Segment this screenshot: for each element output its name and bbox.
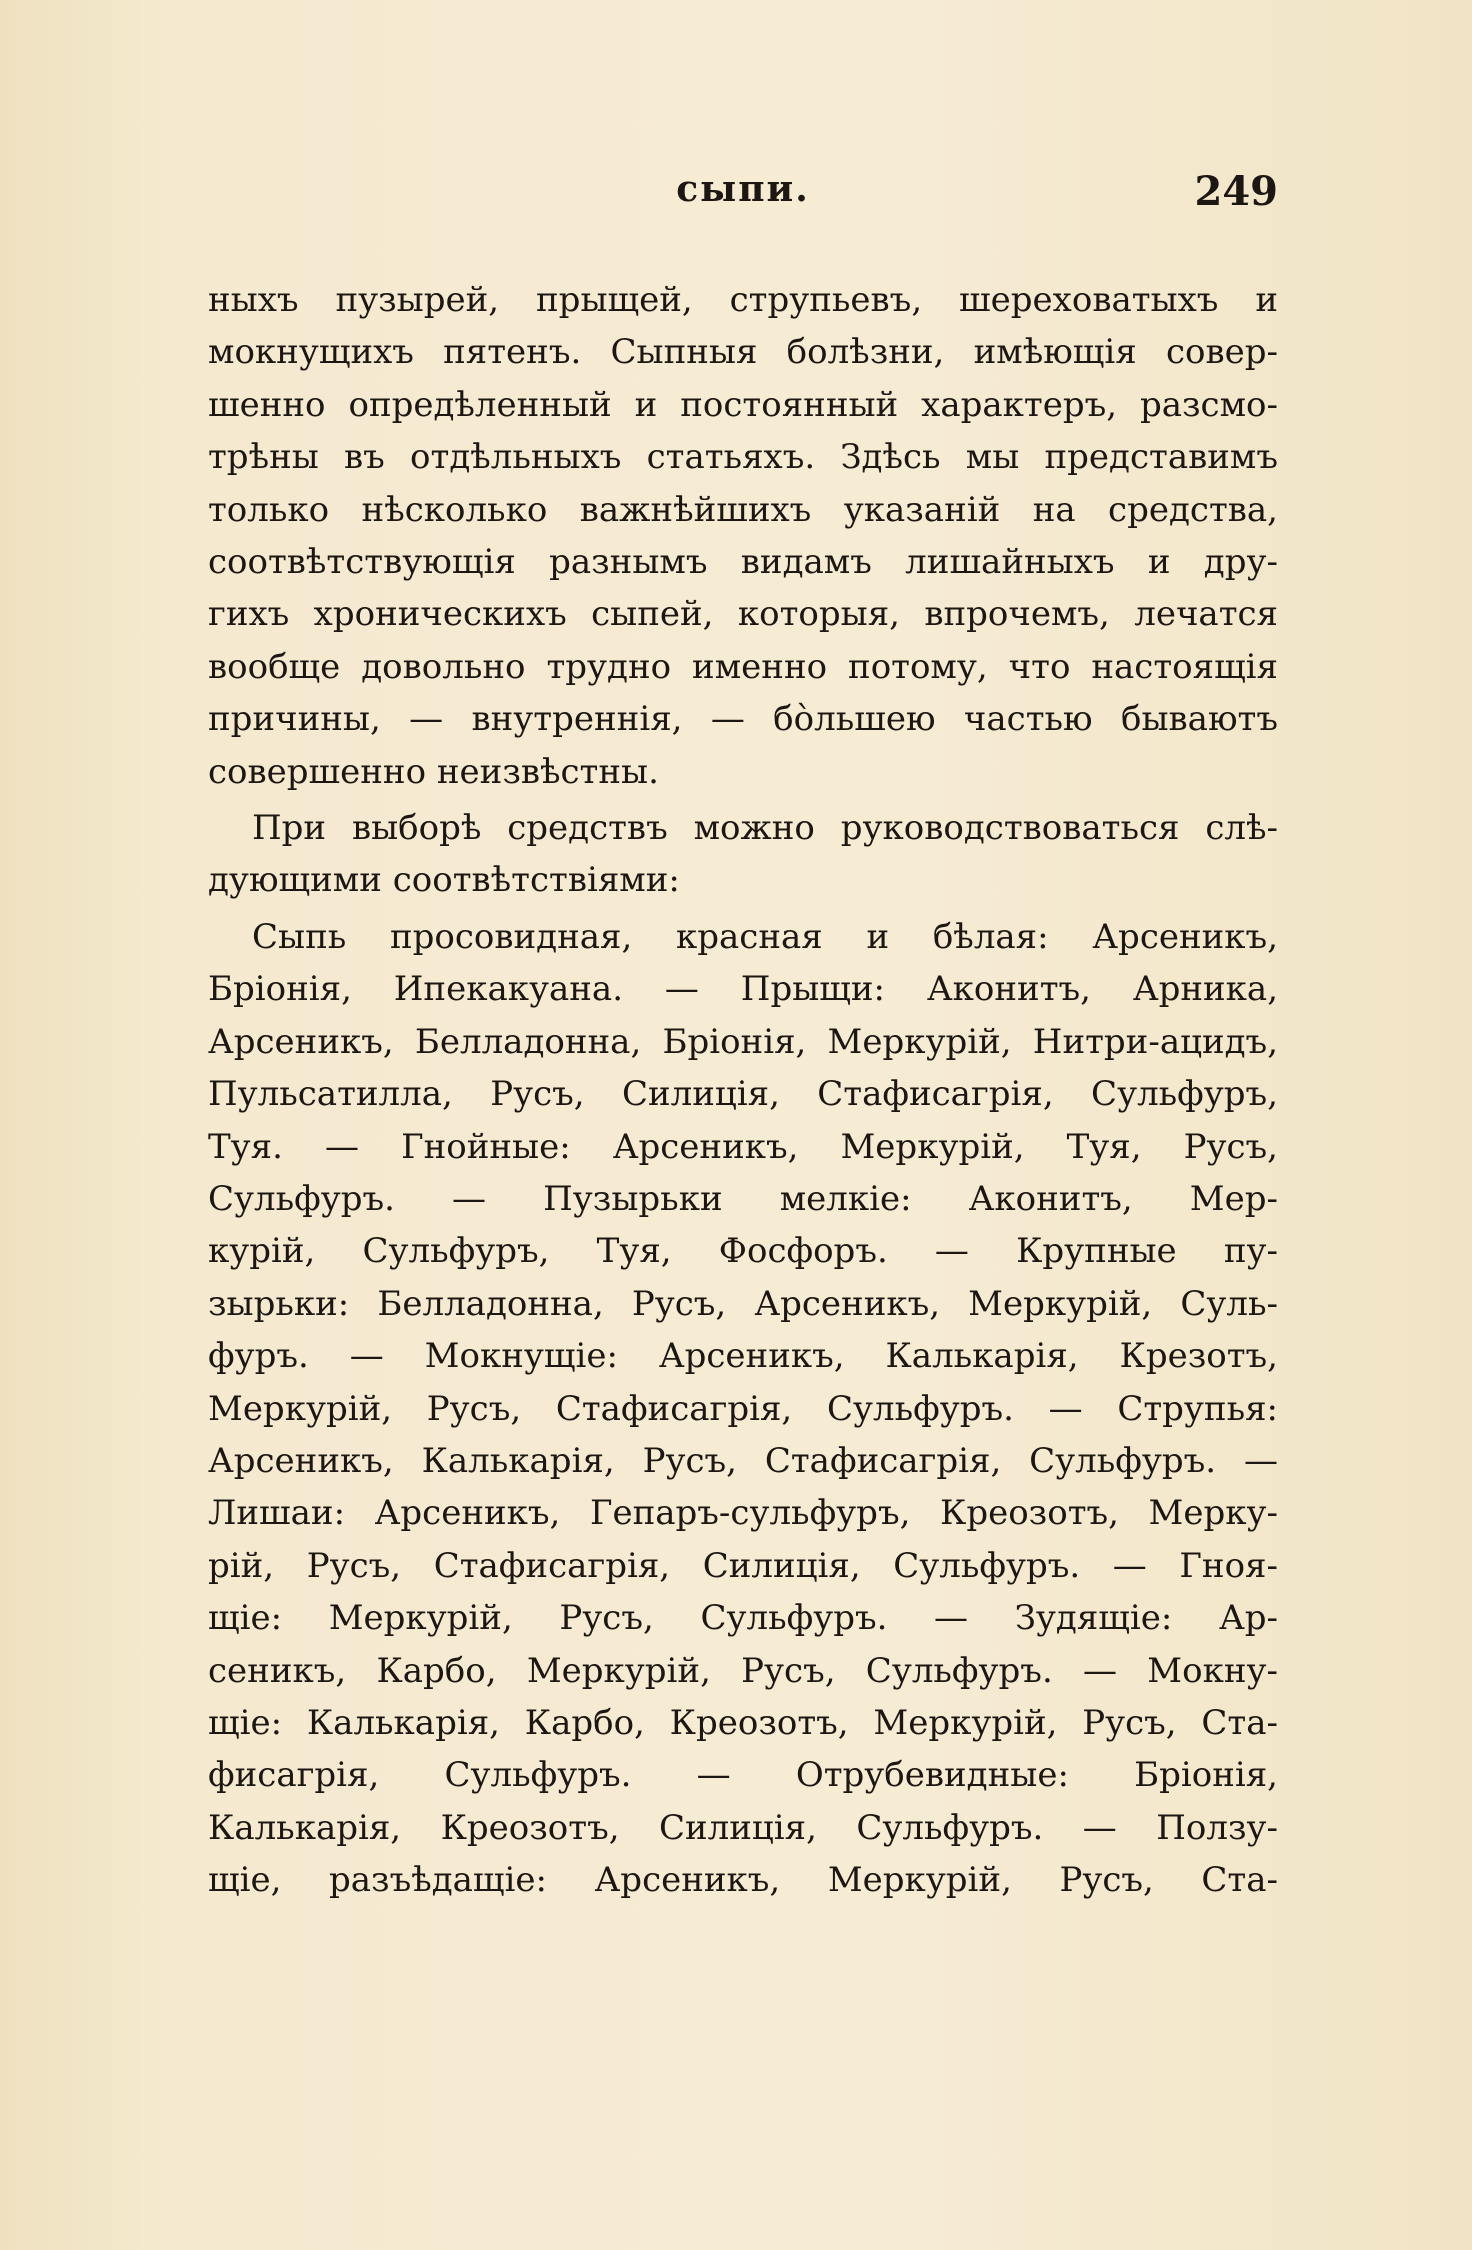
- text-line: соотвѣтствующія разнымъ видамъ лишайныхъ и дру-: [208, 542, 1278, 583]
- page-number: 249: [1194, 168, 1278, 215]
- text-line: щіе: Меркурій, Русъ, Сульфуръ. — Зудящіе: Ар-: [208, 1598, 1278, 1639]
- text-line: зырьки: Белладонна, Русъ, Арсеникъ, Меркурій, Суль-: [208, 1283, 1278, 1324]
- text-line: рій, Русъ, Стафисагрія, Силиція, Сульфуръ. — Гноя-: [208, 1545, 1278, 1586]
- page-header: [208, 168, 1278, 228]
- paragraph-choice: [208, 802, 1278, 907]
- paragraph-intro: [208, 274, 1278, 798]
- page-body: [208, 270, 1278, 1907]
- text-line: щіе: Калькарія, Карбо, Креозотъ, Меркурій, Русъ, Ста-: [208, 1702, 1278, 1743]
- text-line: щіе, разъѣдащіе: Арсеникъ, Меркурій, Русъ, Ста-: [208, 1860, 1278, 1901]
- text-line: трѣны въ отдѣльныхъ статьяхъ. Здѣсь мы представимъ: [208, 437, 1278, 478]
- text-line: шенно опредѣленный и постоянный характеръ, разсмо-: [208, 384, 1278, 425]
- text-line: Меркурій, Русъ, Стафисагрія, Сульфуръ. — Струпья:: [208, 1388, 1278, 1429]
- text-line: Лишаи: Арсеникъ, Гепаръ-сульфуръ, Креозотъ, Мерку-: [208, 1493, 1278, 1534]
- text-line: только нѣсколько важнѣйшихъ указаній на средства,: [208, 489, 1278, 530]
- text-line: Бріонія, Ипекакуана. — Прыщи: Аконитъ, Арника,: [208, 969, 1278, 1010]
- text-line: Туя. — Гнойные: Арсеникъ, Меркурій, Туя, Русъ,: [208, 1126, 1278, 1167]
- text-line: совершенно неизвѣстны.: [208, 751, 659, 792]
- text-line: мокнущихъ пятенъ. Сыпныя болѣзни, имѣющія совер-: [208, 332, 1278, 373]
- text-line: При выборѣ средствъ можно руководствоваться слѣ-: [252, 808, 1278, 849]
- text-line: Арсеникъ, Калькарія, Русъ, Стафисагрія, Сульфуръ. —: [208, 1440, 1278, 1481]
- text-line: гихъ хроническихъ сыпей, которыя, впрочемъ, лечатся: [208, 594, 1278, 635]
- paragraph-remedies: [208, 911, 1278, 1907]
- text-line: фисагрія, Сульфуръ. — Отрубевидные: Бріонія,: [208, 1755, 1278, 1796]
- running-head: сыпи.: [676, 168, 810, 210]
- text-line: Сыпь просовидная, красная и бѣлая: Арсеникъ,: [252, 916, 1278, 957]
- text-line: Пульсатилла, Русъ, Силиція, Стафисагрія, Сульфуръ,: [208, 1074, 1278, 1115]
- text-line: сеникъ, Карбо, Меркурій, Русъ, Сульфуръ. — Мокну-: [208, 1650, 1278, 1691]
- text-line: причины, — внутреннія, — бо̀льшею частью бываютъ: [208, 699, 1278, 740]
- text-line: вообще довольно трудно именно потому, что настоящія: [208, 646, 1278, 687]
- text-line: Арсеникъ, Белладонна, Бріонія, Меркурій, Нитри-ацидъ,: [208, 1021, 1278, 1062]
- text-line: курій, Сульфуръ, Туя, Фосфоръ. — Крупные пу-: [208, 1231, 1278, 1272]
- text-line: ныхъ пузырей, прыщей, струпьевъ, шереховатыхъ и: [208, 280, 1278, 320]
- text-line: дующими соотвѣтствіями:: [208, 860, 680, 901]
- text-line: Калькарія, Креозотъ, Силиція, Сульфуръ. — Ползу-: [208, 1807, 1278, 1848]
- text-line: Сульфуръ. — Пузырьки мелкіе: Аконитъ, Мер-: [208, 1178, 1278, 1219]
- text-line: фуръ. — Мокнущіе: Арсеникъ, Калькарія, Крезотъ,: [208, 1336, 1278, 1377]
